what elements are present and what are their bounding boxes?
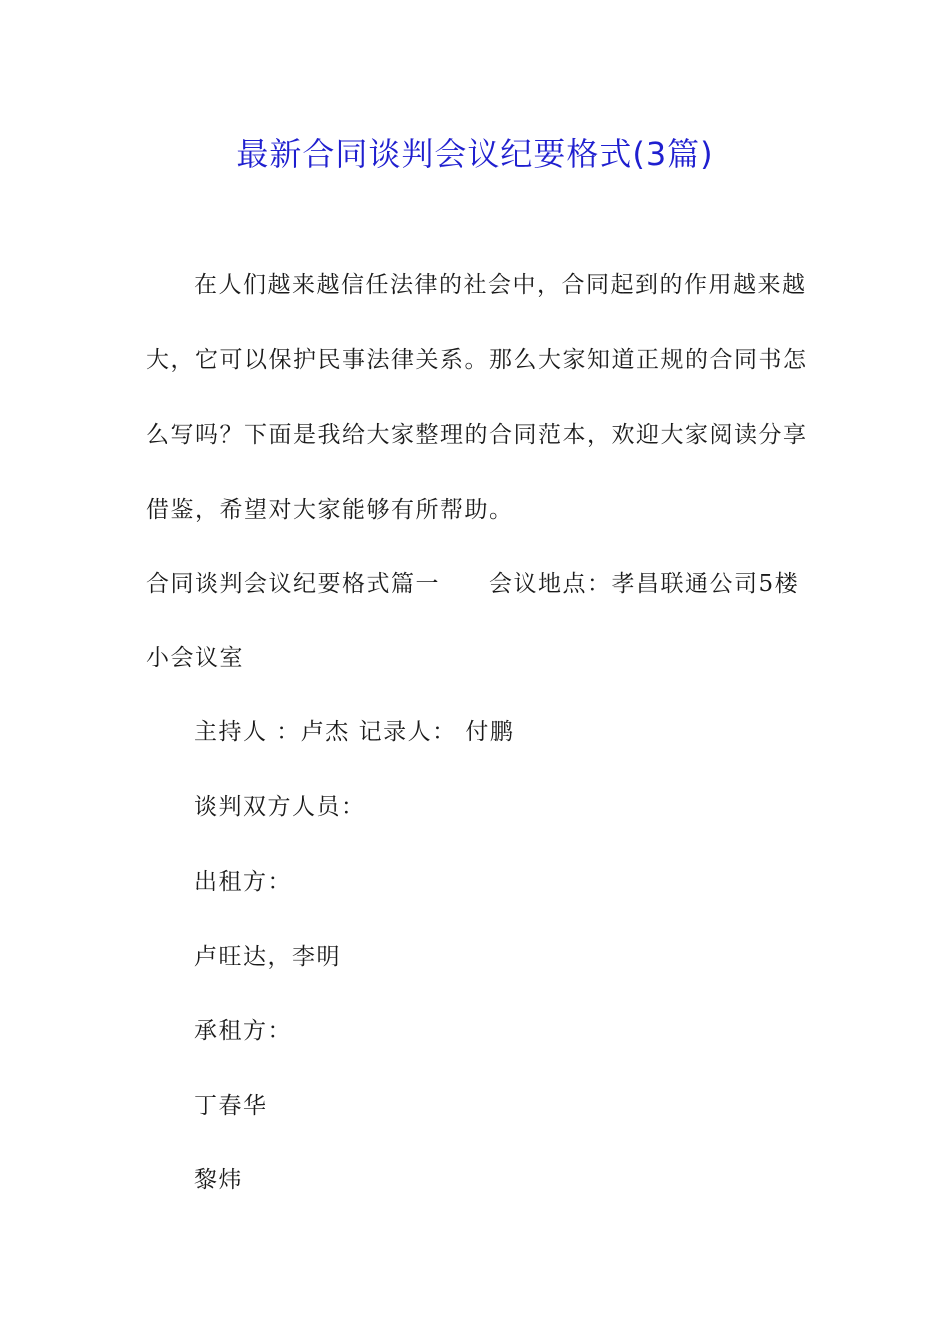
section-heading-line: 合同谈判会议纪要格式篇一 会议地点：孝昌联通公司5楼 xyxy=(146,571,800,597)
negotiators-label: 谈判双方人员： xyxy=(194,794,366,820)
intro-line-1: 在人们越来越信任法律的社会中，合同起到的作用越来越 xyxy=(194,272,807,298)
document-title: 最新合同谈判会议纪要格式(3篇) xyxy=(236,135,714,173)
intro-line-3: 么写吗？下面是我给大家整理的合同范本，欢迎大家阅读分享 xyxy=(146,422,808,448)
lessee-label: 承租方： xyxy=(194,1018,292,1044)
lessor-label: 出租方： xyxy=(194,869,292,895)
lessee-name-1: 丁春华 xyxy=(194,1093,268,1119)
location-continued: 小会议室 xyxy=(146,645,244,671)
host-recorder-line: 主持人 ：卢杰 记录人： 付鹏 xyxy=(194,719,515,745)
intro-line-2: 大，它可以保护民事法律关系。那么大家知道正规的合同书怎 xyxy=(146,347,808,373)
lessor-names: 卢旺达，李明 xyxy=(194,944,341,970)
lessee-name-2: 黎炜 xyxy=(194,1167,243,1193)
intro-line-4: 借鉴，希望对大家能够有所帮助。 xyxy=(146,497,514,523)
